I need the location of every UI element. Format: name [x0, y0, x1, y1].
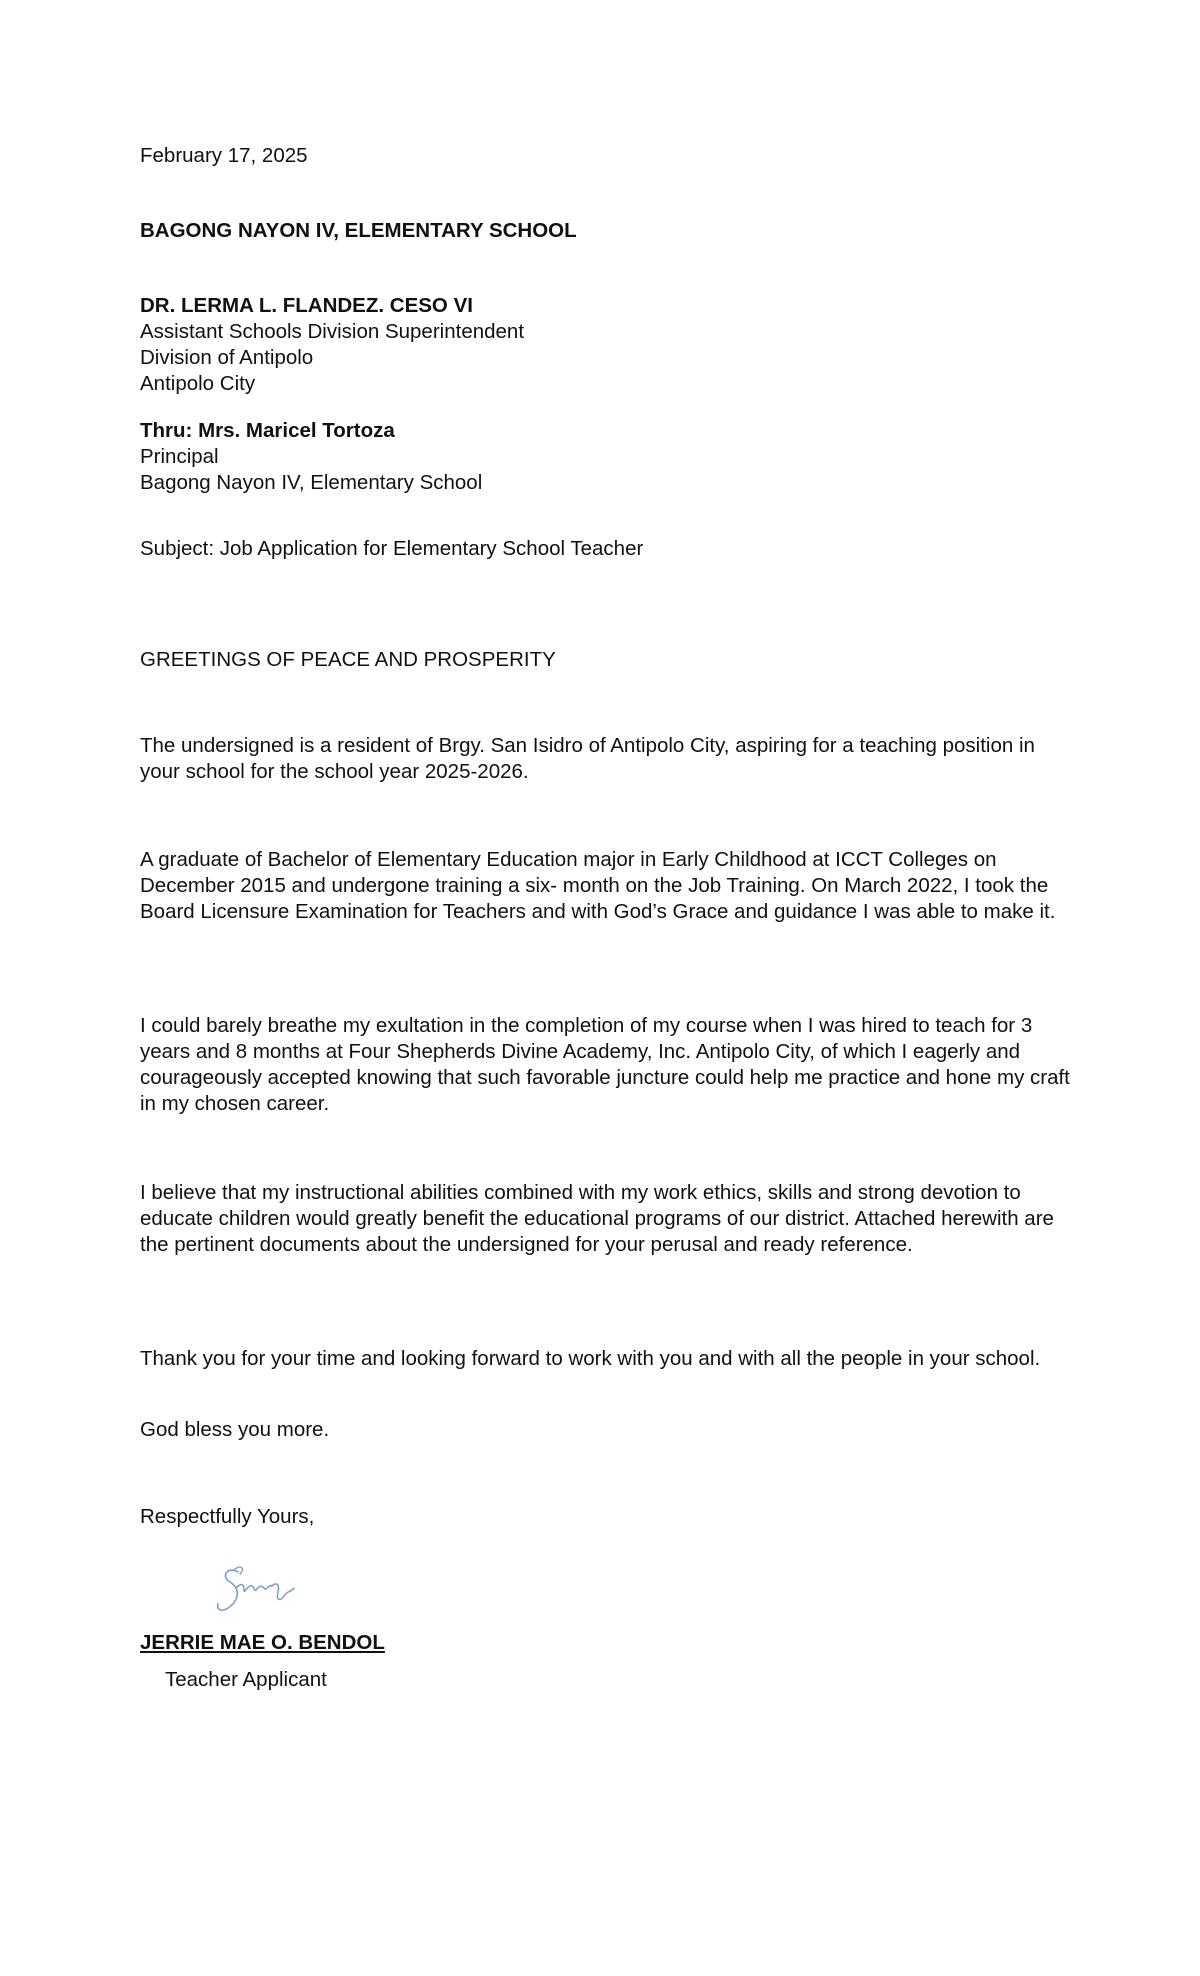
blessing: God bless you more.	[140, 1418, 330, 1441]
paragraph-5: Thank you for your time and looking forward to work with you and with all the people in your school.	[140, 1347, 1041, 1370]
paragraph-3: I could barely breathe my exultation in the completion of my course when I was hired to teach for 3 years and 8 months at Four Shepherds Divine Academy, Inc. Antipolo City, of which I eagerly and courageously accepted knowing that such favorable juncture could help me practice and hone my craft in my chosen career.	[140, 1014, 1070, 1115]
closing: Respectfully Yours,	[140, 1505, 315, 1528]
paragraph-1: The undersigned is a resident of Brgy. San Isidro of Antipolo City, aspiring for a teaching position in your school for the school year 2025-2026.	[140, 734, 1035, 783]
handwritten-signature	[210, 1558, 310, 1628]
recipient-division: Division of Antipolo	[140, 346, 314, 369]
signatory-role: Teacher Applicant	[165, 1668, 327, 1691]
recipient-block	[140, 293, 1070, 397]
letter-date: February 17, 2025	[140, 144, 308, 167]
subject-line: Subject: Job Application for Elementary School Teacher	[140, 537, 644, 560]
recipient-city: Antipolo City	[140, 372, 256, 395]
greeting: GREETINGS OF PEACE AND PROSPERITY	[140, 648, 556, 671]
signatory-name: JERRIE MAE O. BENDOL	[140, 1631, 385, 1654]
thru-name: Thru: Mrs. Maricel Tortoza	[140, 419, 395, 442]
thru-title: Principal	[140, 445, 219, 468]
thru-school: Bagong Nayon IV, Elementary School	[140, 471, 483, 494]
recipient-name: DR. LERMA L. FLANDEZ. CESO VI	[140, 294, 473, 317]
paragraph-2: A graduate of Bachelor of Elementary Education major in Early Childhood at ICCT Colleges on December 2015 and undergone training a six- month on the Job Training. On March 2022, I took the Board Licensure Examination for Teachers and with God’s Grace and guidance I was able to make it.	[140, 848, 1056, 923]
thru-block	[140, 418, 1070, 496]
paragraph-4: I believe that my instructional abilities combined with my work ethics, skills and strong devotion to educate children would greatly benefit the educational programs of our district. Attached herewith are the pertinent documents about the undersigned for your perusal and ready reference.	[140, 1181, 1054, 1256]
school-header: BAGONG NAYON IV, ELEMENTARY SCHOOL	[140, 219, 577, 242]
recipient-title: Assistant Schools Division Superintendent	[140, 320, 525, 343]
